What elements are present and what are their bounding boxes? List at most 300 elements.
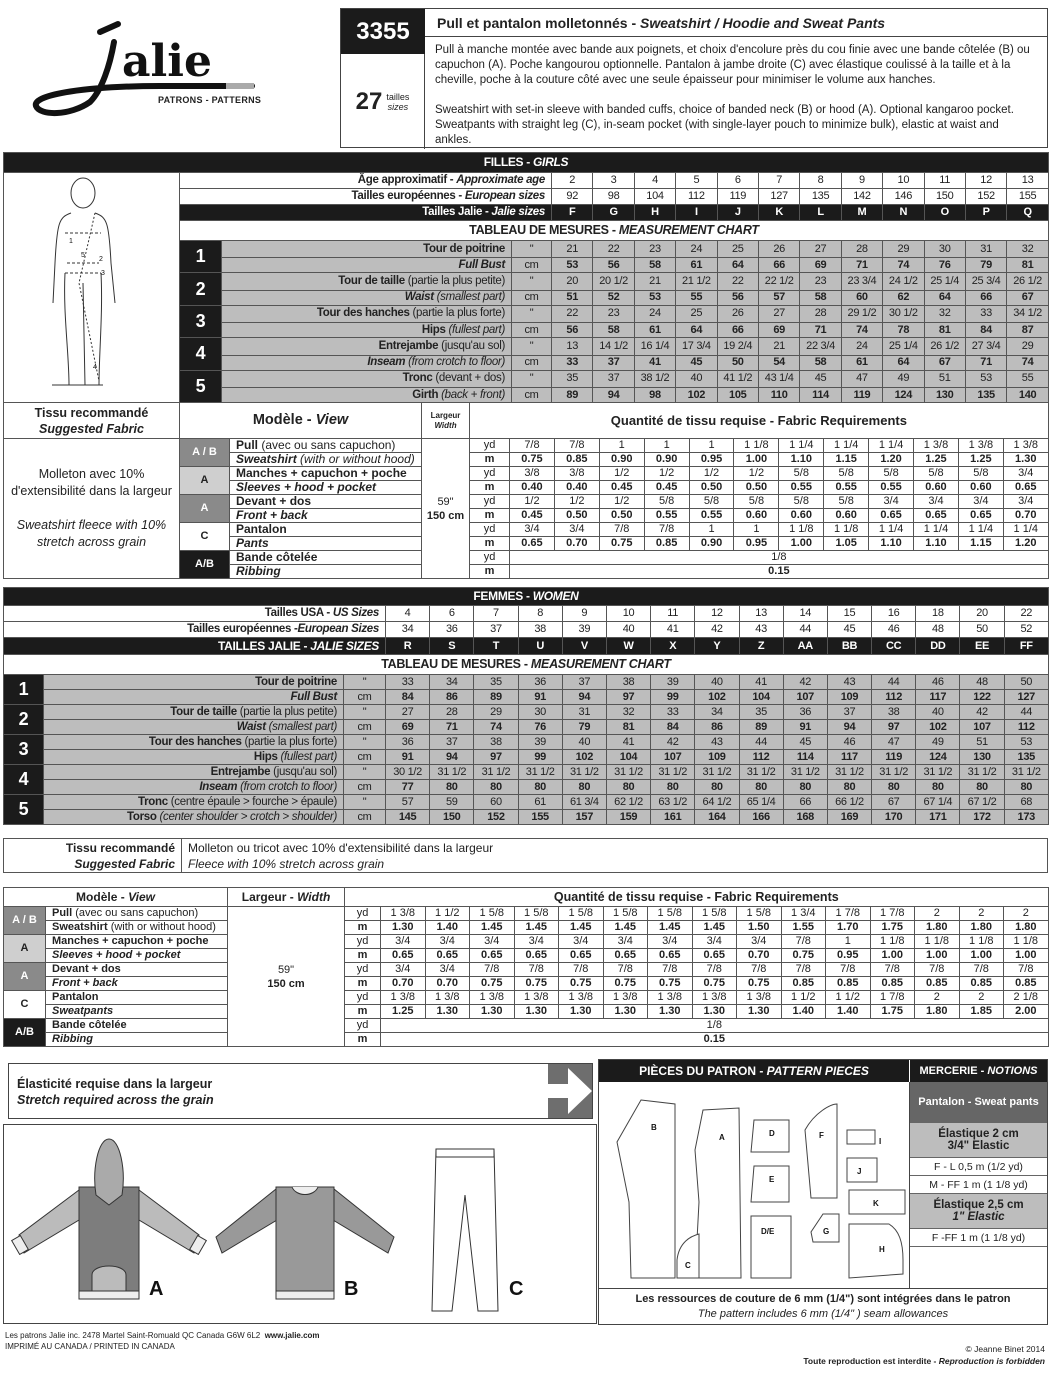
value-cm: 94 — [827, 720, 871, 735]
item-fr-note: (avec ou sans capuchon) — [258, 438, 396, 452]
value-inches: 23 — [800, 273, 841, 290]
value-inches: 47 — [872, 735, 916, 750]
age-value: 4 — [634, 173, 675, 189]
value-inches: 45 — [783, 735, 827, 750]
fabric-item-fr — [230, 467, 422, 481]
value-inches: 26 — [717, 305, 758, 322]
fabric-req-title: Quantité de tissu requise - Fabric Requirements — [470, 403, 1049, 439]
yardage: 1 3/8 — [559, 991, 604, 1005]
measurement-label-fr — [222, 370, 512, 387]
value-cm: 170 — [872, 810, 916, 825]
suggested-fabric-desc-fr: Molleton ou tricot avec 10% d'extensibilité dans la largeur — [188, 840, 494, 855]
sizes-label — [386, 92, 409, 112]
value-cm: 80 — [1004, 780, 1048, 795]
value-inches: 23 — [593, 305, 634, 322]
age-value: 6 — [717, 173, 758, 189]
value-cm: 107 — [960, 720, 1004, 735]
footer-website-link[interactable]: www.jalie.com — [264, 1331, 320, 1340]
unit-inches: " — [512, 273, 552, 290]
value-inches: 28 — [430, 705, 474, 720]
euro-size: 142 — [841, 189, 882, 205]
value-cm: 110 — [758, 388, 799, 403]
age-value: 5 — [676, 173, 717, 189]
us-label — [4, 606, 386, 622]
item-en: Pants — [236, 536, 269, 550]
view-badge: A/B — [180, 551, 230, 579]
value-cm: 56 — [593, 258, 634, 273]
fabric-item-en — [230, 453, 422, 467]
value-inches: 32 — [606, 705, 650, 720]
value-cm: 172 — [960, 810, 1004, 825]
piece-de-label: D/E — [761, 1227, 775, 1236]
measurement-label-en — [44, 720, 344, 735]
unit-inches: " — [512, 305, 552, 322]
view-badge: C — [180, 523, 230, 551]
value-inches: 44 — [739, 735, 783, 750]
yardage: 5/8 — [914, 467, 959, 481]
yardage: 1 3/8 — [914, 439, 959, 453]
value-cm: 52 — [593, 290, 634, 305]
value-cm: 135 — [1004, 750, 1048, 765]
yardage: 1 7/8 — [826, 907, 871, 921]
value-inches: 24 — [676, 241, 717, 258]
fabric-item-en — [46, 1005, 228, 1019]
value-cm: 80 — [695, 780, 739, 795]
jalie-label — [4, 638, 386, 655]
unit-cm: cm — [512, 388, 552, 403]
yardage: 5/8 — [869, 467, 914, 481]
value-inches: 43 1/4 — [758, 370, 799, 387]
euro-size: 41 — [651, 622, 695, 638]
unit-cm: cm — [512, 323, 552, 338]
measurement-chart-title — [180, 221, 1049, 241]
yardage: 1 1/4 — [779, 439, 824, 453]
value-cm: 117 — [827, 750, 871, 765]
value-cm: 97 — [606, 690, 650, 705]
yardage: 7/8 — [510, 439, 555, 453]
meterage: 1.40 — [781, 1005, 826, 1019]
view-fr: Modèle - — [252, 412, 316, 428]
meterage: 0.65 — [869, 509, 914, 523]
view-badge: A — [180, 467, 230, 495]
meterage: 0.85 — [644, 537, 689, 551]
value-cm: 112 — [1004, 720, 1048, 735]
value-inches: 29 — [474, 705, 518, 720]
value-inches: 37 — [593, 370, 634, 387]
measurement-label-en — [222, 258, 512, 273]
fabric-item-fr — [230, 523, 422, 537]
value-inches: 38 1/2 — [634, 370, 675, 387]
value-inches: 45 — [800, 370, 841, 387]
body-figure-icon — [7, 173, 177, 398]
value-cm: 66 — [758, 258, 799, 273]
fabric-item-en — [46, 921, 228, 935]
item-en: Sweatshirt — [52, 921, 108, 933]
description-fr: Pull à manche montée avec bande aux poignets, et choix d'encolure près du cou finie avec une bande côtelée (B) ou capuchon (A). Poche kangourou optionnelle. Pantalon à jambe droite (C) avec élastique coulissé à la taille et à la cheville, poche à la couture côté avec une seule épaisseur pour minimiser le volume aux hanches. — [435, 44, 1030, 86]
meterage: 0.55 — [869, 481, 914, 495]
pattern-pieces-diagram — [599, 1082, 909, 1288]
yardage: 3/8 — [554, 467, 599, 481]
women-measurement-row — [4, 735, 1049, 750]
meterage: 0.65 — [692, 949, 737, 963]
ribbing-yd: 1/8 — [381, 1019, 1049, 1033]
value-cm: 66 — [717, 323, 758, 338]
value-inches: 31 1/2 — [783, 765, 827, 780]
value-inches: 36 — [783, 705, 827, 720]
meterage: 0.75 — [514, 977, 559, 991]
jalie-size: W — [606, 638, 650, 655]
us-size: 8 — [518, 606, 562, 622]
measurement-label-fr — [222, 338, 512, 355]
value-inches: 30 — [518, 705, 562, 720]
chart-title-fr: TABLEAU DE MESURES - — [469, 223, 619, 237]
unit-inches: " — [344, 795, 386, 810]
repro-fr: Toute reproduction est interdite - — [803, 1356, 939, 1366]
measurement-number: 1 — [4, 675, 44, 705]
notions-divider — [909, 1082, 910, 1288]
value-inches: 33 — [965, 305, 1006, 322]
item-en: Sleeves + hood + pocket — [236, 480, 377, 494]
meterage: 0.90 — [644, 453, 689, 467]
label-fr: Tour de taille — [170, 705, 237, 718]
piece-g-label: G — [823, 1227, 830, 1236]
piece-i-label: I — [879, 1137, 882, 1146]
unit-yd: yd — [470, 523, 510, 537]
yardage: 1 3/8 — [514, 991, 559, 1005]
meterage: 0.75 — [599, 537, 644, 551]
item-en: Front + back — [52, 977, 118, 989]
value-inches: 36 — [518, 675, 562, 690]
yardage: 7/8 — [603, 963, 648, 977]
value-inches: 21 — [758, 338, 799, 355]
yardage: 7/8 — [470, 963, 515, 977]
value-cm: 80 — [872, 780, 916, 795]
item-fr: Manches + capuchon + poche — [52, 935, 209, 947]
value-cm: 55 — [676, 290, 717, 305]
meterage: 0.85 — [959, 977, 1004, 991]
jalie-size: F — [552, 205, 593, 221]
meterage: 0.85 — [554, 453, 599, 467]
value-inches: 47 — [841, 370, 882, 387]
value-inches: 39 — [518, 735, 562, 750]
value-cm: 84 — [965, 323, 1006, 338]
meterage: 1.00 — [959, 949, 1004, 963]
yardage: 1 3/8 — [425, 991, 470, 1005]
meterage: 0.65 — [381, 949, 426, 963]
value-inches: 17 3/4 — [676, 338, 717, 355]
girls-fabric-table — [3, 402, 1049, 579]
girls-section-header — [4, 153, 1049, 173]
value-inches: 61 — [518, 795, 562, 810]
yardage: 1 3/8 — [470, 991, 515, 1005]
stretch-guide — [8, 1063, 593, 1119]
age-value: 2 — [552, 173, 593, 189]
value-inches: 29 — [1007, 338, 1049, 355]
pieces-title-fr: PIÈCES DU PATRON - — [639, 1064, 764, 1078]
chart-title-fr: TABLEAU DE MESURES - — [381, 657, 531, 671]
stretch-arrow-icon — [548, 1064, 592, 1118]
yardage: 1 — [644, 439, 689, 453]
value-inches: 40 — [562, 735, 606, 750]
meterage: 0.90 — [689, 537, 734, 551]
value-inches: 31 1/2 — [1004, 765, 1048, 780]
meterage: 0.55 — [689, 509, 734, 523]
unit-inches: " — [344, 765, 386, 780]
value-cm: 117 — [916, 690, 960, 705]
value-cm: 166 — [739, 810, 783, 825]
unit-cm: cm — [344, 810, 386, 825]
unit-cm: cm — [344, 780, 386, 795]
euro-size: 119 — [717, 189, 758, 205]
meterage: 1.30 — [559, 1005, 604, 1019]
value-cm: 91 — [518, 690, 562, 705]
meterage: 1.45 — [559, 921, 604, 935]
yardage: 1 1/8 — [915, 935, 960, 949]
value-cm: 112 — [872, 690, 916, 705]
value-cm: 71 — [800, 323, 841, 338]
value-inches: 66 — [783, 795, 827, 810]
fabric-item-fr — [46, 991, 228, 1005]
meterage: 1.30 — [603, 1005, 648, 1019]
value-inches: 13 — [552, 338, 593, 355]
yardage: 3/4 — [1003, 467, 1048, 481]
svg-text:3: 3 — [100, 270, 105, 277]
yardage: 7/8 — [870, 963, 915, 977]
jalie-size: Y — [695, 638, 739, 655]
jalie-label-en: JALIE SIZES — [310, 638, 379, 653]
ribbing-en: Ribbing — [230, 565, 422, 579]
yardage: 3/4 — [958, 495, 1003, 509]
measurement-label-en — [222, 323, 512, 338]
value-cm: 69 — [758, 323, 799, 338]
elastic-2-fr: Élastique 2,5 cm — [933, 1199, 1024, 1211]
value-inches: 22 1/2 — [758, 273, 799, 290]
yardage: 1/2 — [599, 467, 644, 481]
label-fr: Tronc — [402, 372, 433, 385]
unit-cm: cm — [512, 355, 552, 370]
yardage: 1 3/8 — [958, 439, 1003, 453]
women-measurement-row — [4, 705, 1049, 720]
yardage: 1 1/8 — [779, 523, 824, 537]
meterage: 0.95 — [689, 453, 734, 467]
piece-f-label: F — [819, 1131, 824, 1140]
view-c-label: C — [509, 1278, 524, 1300]
width-en: Width — [297, 889, 331, 904]
stretch-guide-text — [17, 1076, 214, 1108]
value-cm: 169 — [827, 810, 871, 825]
yardage: 1 3/8 — [603, 991, 648, 1005]
value-cm: 74 — [841, 323, 882, 338]
value-inches: 49 — [883, 370, 924, 387]
value-cm: 74 — [883, 258, 924, 273]
unit-m: m — [470, 565, 510, 579]
meterage: 0.60 — [914, 481, 959, 495]
fabric-item-en — [230, 509, 422, 523]
unit-inches: " — [344, 705, 386, 720]
value-cm: 91 — [783, 720, 827, 735]
ribbing-row-m — [4, 1033, 1049, 1047]
jalie-size: T — [474, 638, 518, 655]
value-cm: 119 — [872, 750, 916, 765]
age-label — [180, 173, 552, 189]
yardage: 5/8 — [644, 495, 689, 509]
value-inches: 68 — [1004, 795, 1048, 810]
label-fr: Tour de poitrine — [423, 242, 505, 255]
value-cm: 124 — [916, 750, 960, 765]
us-label-fr: Tailles USA - — [264, 607, 333, 619]
meterage: 1.45 — [648, 921, 693, 935]
pattern-title — [425, 9, 1047, 37]
value-cm: 87 — [1007, 323, 1049, 338]
width-fr: Largeur - — [241, 889, 298, 904]
seam-note-fr: Les ressources de couture de 6 mm (1/4") sont intégrées dans le patron — [635, 1293, 1011, 1305]
elastic-2-heading — [910, 1194, 1047, 1229]
footer-address: Les patrons Jalie inc. 2478 Martel Saint-Romuald QC Canada G6W 6L2 — [5, 1331, 261, 1340]
value-cm: 64 — [676, 323, 717, 338]
value-cm: 89 — [474, 690, 518, 705]
value-cm: 67 — [924, 355, 965, 370]
yardage: 2 — [1004, 907, 1049, 921]
item-en-note: (with or without hood) — [107, 921, 216, 933]
meterage: 1.30 — [514, 1005, 559, 1019]
yardage: 1/2 — [510, 495, 555, 509]
value-inches: 49 — [916, 735, 960, 750]
value-inches: 53 — [1004, 735, 1048, 750]
unit-m: m — [470, 537, 510, 551]
width-en: Width — [434, 420, 457, 430]
euro-size: 44 — [783, 622, 827, 638]
value-cm: 57 — [758, 290, 799, 305]
fabric-width — [228, 907, 345, 1047]
fabric-item-fr — [46, 935, 228, 949]
value-inches: 46 — [827, 735, 871, 750]
value-cm: 119 — [841, 388, 882, 403]
meterage: 1.30 — [648, 1005, 693, 1019]
jalie-size: DD — [916, 638, 960, 655]
value-inches: 29 — [883, 241, 924, 258]
unit-cm: cm — [344, 690, 386, 705]
value-inches: 20 1/2 — [593, 273, 634, 290]
section-fr: FEMMES - — [473, 589, 533, 603]
view-fr: Modèle - — [76, 889, 129, 904]
fabric-item-en — [230, 537, 422, 551]
yardage: 1 3/8 — [1003, 439, 1048, 453]
value-cm: 37 — [593, 355, 634, 370]
ribbing-en: Ribbing — [46, 1033, 228, 1047]
value-inches: 31 — [965, 241, 1006, 258]
value-inches: 44 — [1004, 705, 1048, 720]
us-size: 20 — [960, 606, 1004, 622]
euro-size: 152 — [965, 189, 1006, 205]
jalie-size: FF — [1004, 638, 1048, 655]
fabric-item-fr — [230, 495, 422, 509]
footer-printed: IMPRIMÉ AU CANADA / PRINTED IN CANADA — [5, 1342, 175, 1351]
meterage: 0.85 — [870, 977, 915, 991]
pattern-info-box — [340, 8, 1048, 148]
jalie-logo — [30, 20, 270, 130]
value-inches: 31 1/2 — [562, 765, 606, 780]
notions-title-en: NOTIONS — [987, 1065, 1038, 1077]
notions-title-fr: MERCERIE - — [919, 1065, 985, 1077]
chart-title-en: MEASUREMENT CHART — [618, 223, 759, 237]
jalie-size: I — [676, 205, 717, 221]
item-en: Front + back — [236, 508, 308, 522]
fabric-item-fr — [46, 963, 228, 977]
unit-m: m — [345, 977, 381, 991]
view-badge: A / B — [180, 439, 230, 467]
label-fr-note: (partie la plus petite) — [236, 705, 337, 718]
yardage: 1 1/8 — [870, 935, 915, 949]
suggested-fabric-label-fr: Tissu recommandé — [65, 840, 175, 855]
value-cm: 74 — [1007, 355, 1049, 370]
value-inches: 38 — [474, 735, 518, 750]
value-cm: 94 — [593, 388, 634, 403]
women-section-header — [4, 588, 1049, 606]
value-cm: 66 — [965, 290, 1006, 305]
girls-section-title — [4, 153, 1049, 173]
view-badge: A / B — [4, 907, 46, 935]
meterage: 1.45 — [470, 921, 515, 935]
label-en-note: (back + front) — [438, 388, 505, 401]
jalie-size: BB — [827, 638, 871, 655]
meterage: 1.45 — [603, 921, 648, 935]
measurement-number: 4 — [4, 765, 44, 795]
label-fr: Tour de poitrine — [255, 675, 337, 688]
value-cm: 150 — [430, 810, 474, 825]
ribbing-fr: Bande côtelée — [46, 1019, 228, 1033]
yardage: 2 1/8 — [1004, 991, 1049, 1005]
value-inches: 35 — [474, 675, 518, 690]
value-inches: 32 — [1007, 241, 1049, 258]
value-cm: 124 — [883, 388, 924, 403]
measurement-number: 3 — [4, 735, 44, 765]
girls-fabric-header — [4, 403, 1049, 439]
value-cm: 107 — [651, 750, 695, 765]
yardage: 5/8 — [734, 495, 779, 509]
yardage: 3/4 — [603, 935, 648, 949]
seam-allowance-note — [599, 1288, 1047, 1326]
measurement-number: 5 — [4, 795, 44, 825]
measurement-number: 3 — [180, 305, 222, 337]
label-en: Full Bust — [458, 258, 505, 271]
fabric-row-m — [4, 1005, 1049, 1019]
jalie-size: J — [717, 205, 758, 221]
sizes-label-en: sizes — [387, 101, 409, 112]
measurement-label-fr — [44, 675, 344, 690]
age-label-en: Approximate age — [456, 174, 545, 186]
yardage: 7/8 — [915, 963, 960, 977]
label-fr-note: (centre épaule > fourche > épaule) — [167, 795, 337, 808]
elastic-1-fr: Élastique 2 cm — [938, 1128, 1019, 1140]
value-cm: 102 — [562, 750, 606, 765]
meterage: 1.50 — [737, 921, 782, 935]
value-cm: 80 — [562, 780, 606, 795]
value-cm: 99 — [518, 750, 562, 765]
value-inches: 21 — [634, 273, 675, 290]
value-cm: 64 — [924, 290, 965, 305]
meterage: 1.80 — [915, 921, 960, 935]
value-cm: 81 — [1007, 258, 1049, 273]
fabric-row — [4, 991, 1049, 1005]
value-inches: 67 1/2 — [960, 795, 1004, 810]
view-header — [4, 888, 228, 907]
meterage: 0.40 — [554, 481, 599, 495]
value-cm: 109 — [827, 690, 871, 705]
yardage: 7/8 — [781, 963, 826, 977]
ribbing-fr: Bande côtelée — [230, 551, 422, 565]
jalie-size: G — [593, 205, 634, 221]
jalie-size: R — [386, 638, 430, 655]
